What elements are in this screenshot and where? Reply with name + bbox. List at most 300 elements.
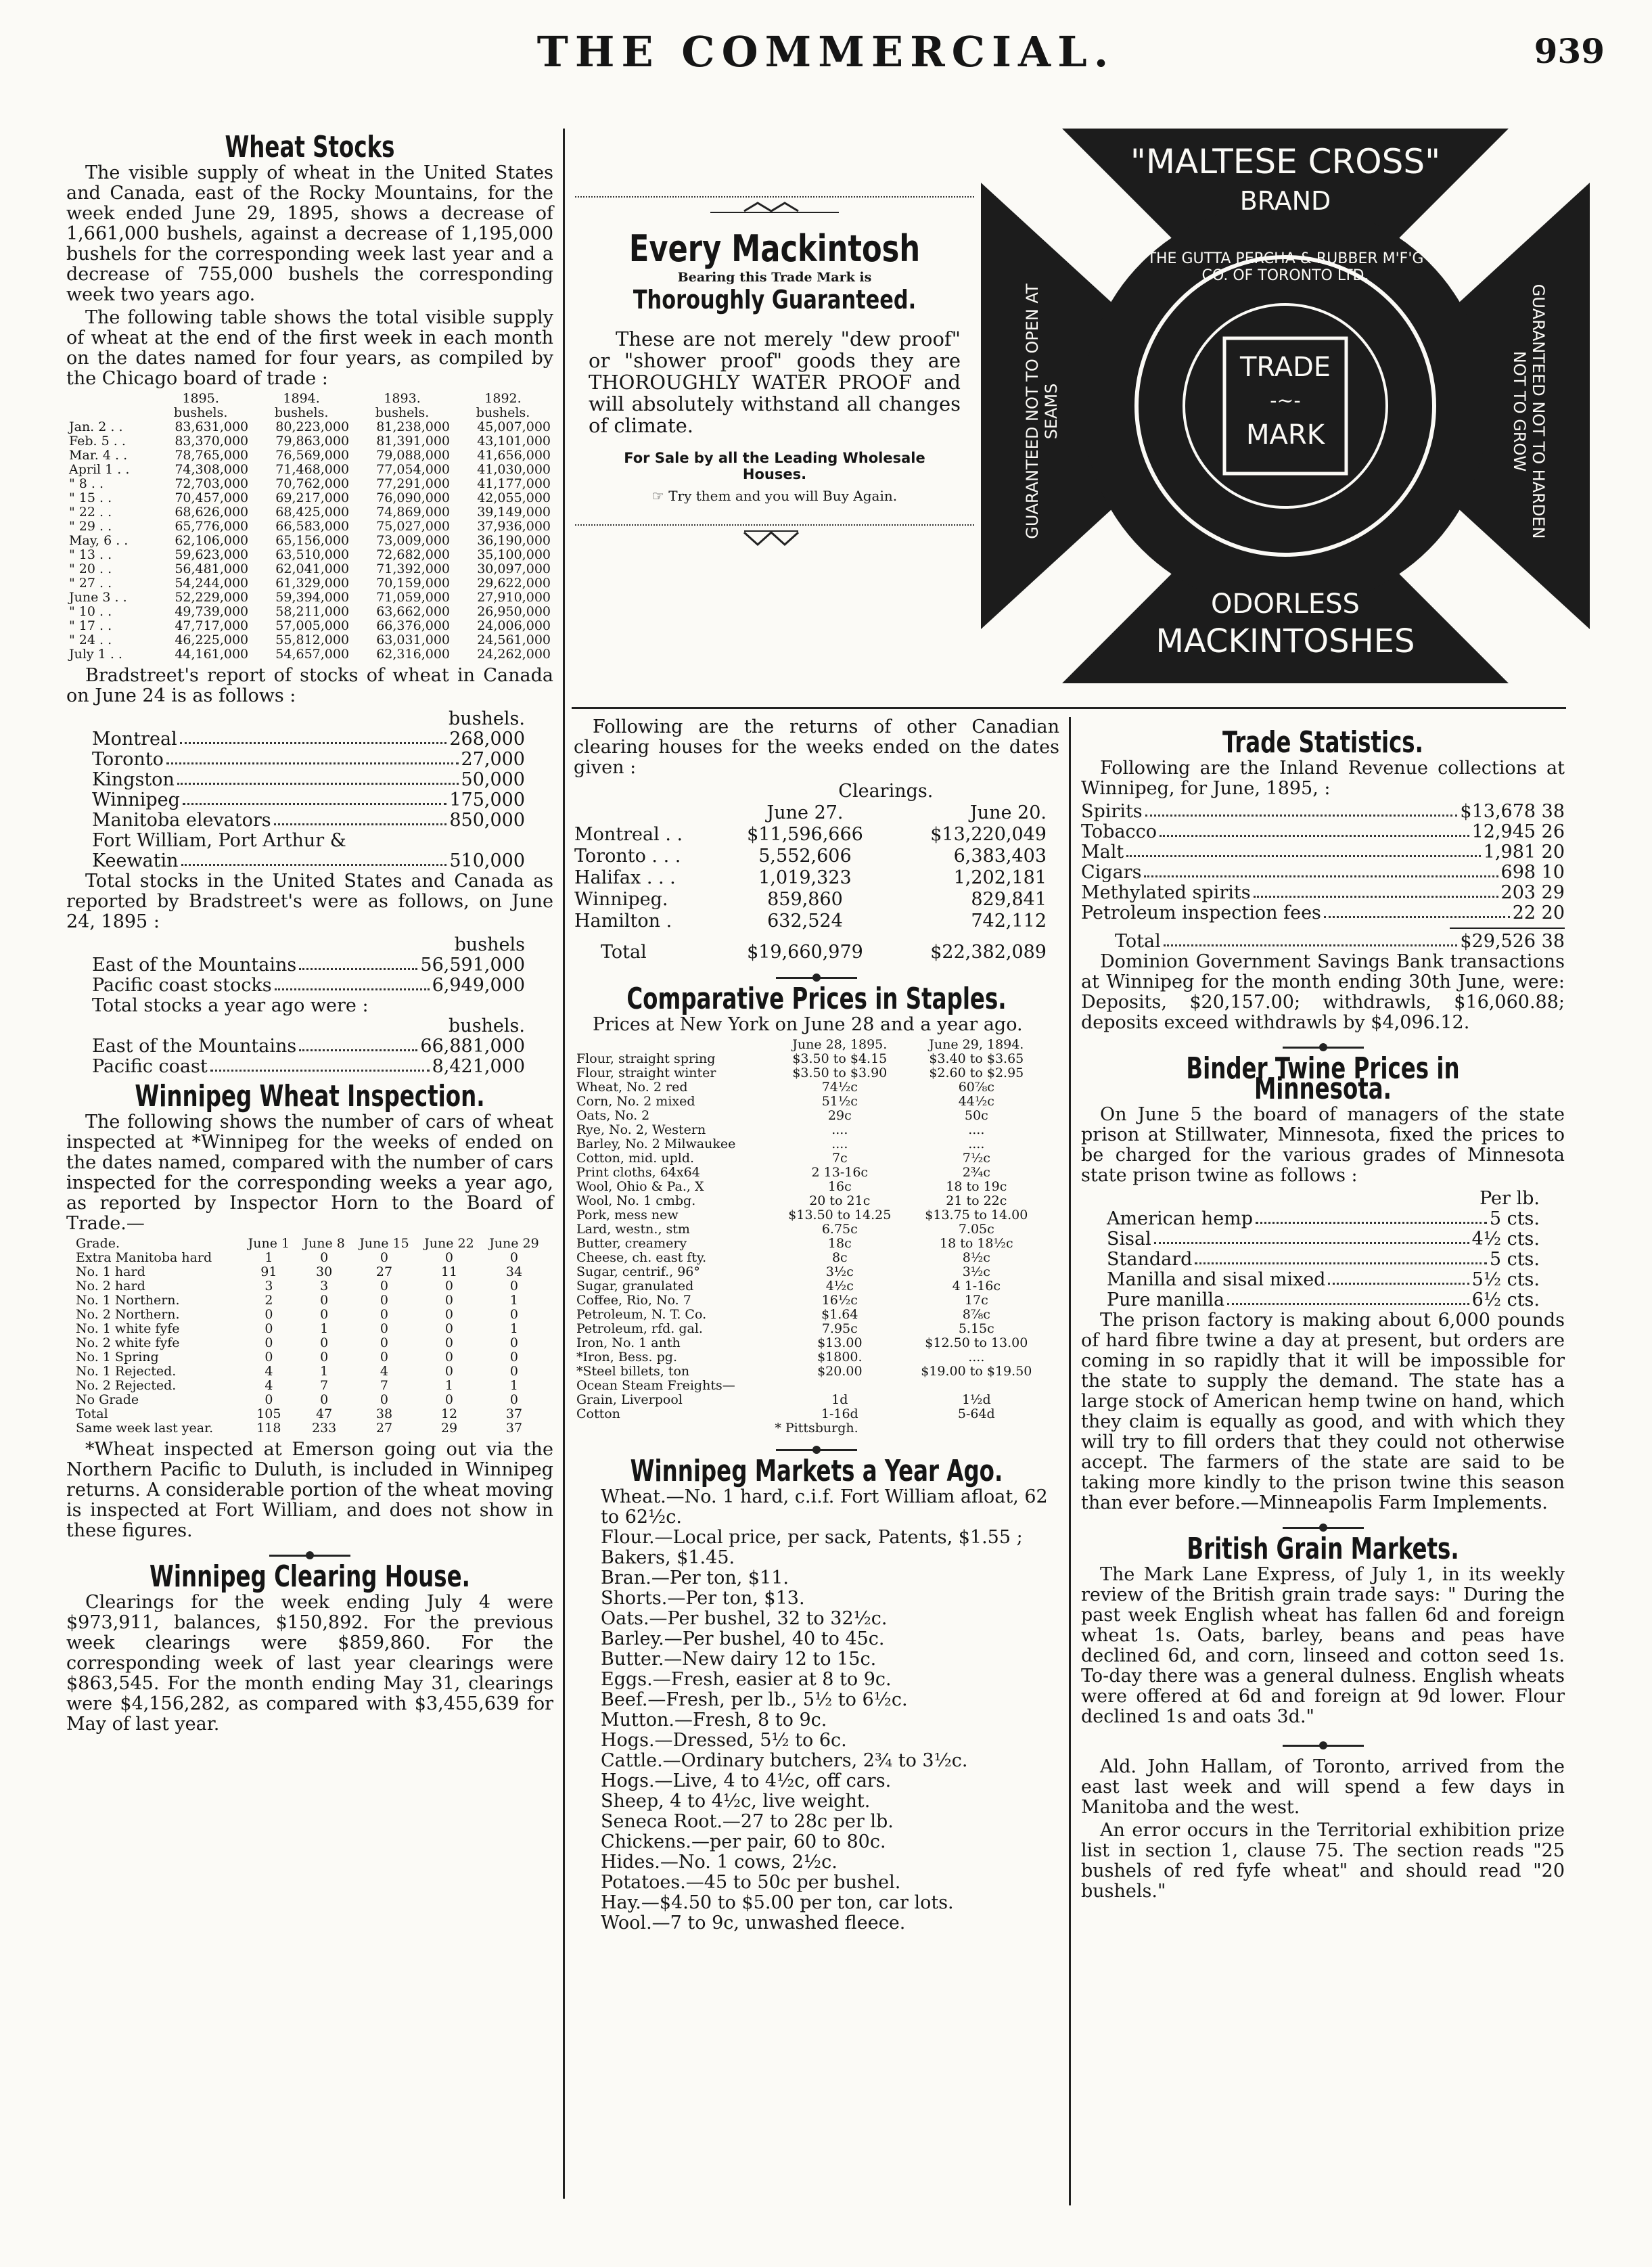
table-cell: Corn, No. 2 mixed xyxy=(576,1094,695,1109)
table-cell: Butter, creamery xyxy=(576,1236,687,1251)
table-cell: $13.50 to 14.25 xyxy=(788,1208,892,1222)
table-cell: April 1 . . xyxy=(69,462,130,477)
table-cell: 1d xyxy=(831,1392,848,1407)
list-item: Mutton.—Fresh, 8 to 9c. xyxy=(601,1710,827,1731)
item-value: 5 cts. xyxy=(1489,1208,1540,1229)
table-row xyxy=(574,1379,1047,1393)
table-row: Total $19,660,979 $22,382,089 xyxy=(601,942,1047,963)
list-item: Hides.—No. 1 cows, 2½c. xyxy=(601,1852,838,1873)
table-cell: " 22 . . xyxy=(69,505,112,520)
table-cell: 0 xyxy=(444,1350,453,1365)
table-cell: 71,468,000 xyxy=(275,462,350,477)
table-cell: 74,869,000 xyxy=(376,505,451,520)
table-cell: 0 xyxy=(380,1307,389,1322)
table-cell: 3 xyxy=(320,1279,329,1293)
table-cell: 79,088,000 xyxy=(376,448,451,463)
table-cell: 20 to 21c xyxy=(809,1193,871,1208)
table-row xyxy=(574,1180,1047,1194)
table-cell: $20.00 xyxy=(817,1364,863,1379)
table-cell: 35,100,000 xyxy=(477,547,551,562)
wheat-stocks-heading: Wheat Stocks xyxy=(225,130,395,164)
table-row xyxy=(574,1137,1047,1151)
column-header: Grade. xyxy=(76,1236,120,1251)
item-label: Winnipeg xyxy=(92,789,180,810)
table-cell: 18 to 19c xyxy=(946,1179,1007,1194)
table-cell: No. 1 white fyfe xyxy=(76,1321,180,1336)
item-label: Pacific coast xyxy=(92,1056,208,1077)
leader xyxy=(177,770,459,785)
table-cell: 21 to 22c xyxy=(946,1193,1007,1208)
leader xyxy=(1126,842,1481,857)
table-cell: 5-64d xyxy=(957,1406,995,1421)
table-cell: .... xyxy=(831,1137,848,1151)
divider xyxy=(269,1551,350,1560)
table-cell: 7c xyxy=(831,1151,848,1166)
table-row xyxy=(574,1109,1047,1123)
table-cell: 0 xyxy=(265,1350,273,1365)
table-cell: 0 xyxy=(380,1350,389,1365)
table-cell: $13,220,049 xyxy=(930,824,1047,845)
list-item xyxy=(1107,1250,1540,1270)
table-cell: Flour, straight spring xyxy=(576,1051,716,1066)
table-row xyxy=(574,1237,1047,1251)
item-value: 6,949,000 xyxy=(432,975,525,996)
table-cell: 72,703,000 xyxy=(175,476,249,491)
table-cell: 4 1-16c xyxy=(952,1279,1001,1293)
clearing-p1: Clearings for the week ending July 4 were $973,911, balances, $150,892. For the previous week clearings were $859,860. For the corresponding week of last year clearings were $863,545. For the month ending May 31, clearings were $4,156,282, as compared with $3,455,639 for May of last year. xyxy=(66,1592,553,1735)
table-cell: $3.40 to $3.65 xyxy=(929,1051,1024,1066)
item-label: Petroleum inspection fees xyxy=(1081,902,1321,923)
ad-try: ☞ Try them and you will Buy Again. xyxy=(651,488,898,504)
table-cell: $13.00 xyxy=(817,1335,863,1350)
list-item: Barley.—Per bushel, 40 to 45c. xyxy=(601,1628,885,1649)
table-row xyxy=(73,1407,547,1421)
table-cell: 0 xyxy=(320,1392,329,1407)
table-cell: 38 xyxy=(375,1406,393,1421)
table-cell: 61,329,000 xyxy=(275,576,350,591)
table-cell: 37 xyxy=(505,1406,523,1421)
table-cell: 45,007,000 xyxy=(477,419,551,434)
table-cell: 55,812,000 xyxy=(275,633,350,647)
item-value: $13,678 38 xyxy=(1460,801,1565,822)
list-item: Wool.—7 to 9c, unwashed fleece. xyxy=(601,1913,906,1933)
table-cell: Cotton xyxy=(576,1406,620,1421)
twine-p2: The prison factory is making about 6,000 pounds of hard fibre twine a day at present, but orders are coming in so rapidly that it will be impossible for the state to supply the demand. The state has a large stock of American hemp twine on hand, which they claim is equally as good, and with which they will try to fill orders that they could not otherwise accept. The farmers of the state are said to be taking more kindly to the prison twine this season than ever before.—Minneapolis Farm Implements. xyxy=(1081,1310,1565,1513)
staples-heading: Comparative Prices in Staples. xyxy=(626,982,1007,1016)
us-stocks-list: bushels East of the Mountains 56,591,000 Pacific coast stocks 6,949,000 Total stocks a year ago were : bushels. East of the Mountains 66,881,000 Pacific coast 8,421,000 xyxy=(92,934,525,1077)
leader xyxy=(1324,903,1510,918)
british-heading: British Grain Markets. xyxy=(1187,1532,1459,1566)
twine-list: Per lb. American hemp 5 cts. Sisal 4½ cts. Standard 5 cts. Manilla and sisal mixed 5½ cts. Pure manilla 6½ cts. xyxy=(1107,1188,1540,1310)
table-row xyxy=(574,1066,1047,1080)
list-item: Hay.—$4.50 to $5.00 per ton, car lots. xyxy=(601,1892,954,1913)
ad-bottom-rule xyxy=(572,707,1566,709)
leader xyxy=(274,810,447,825)
table-cell: 0 xyxy=(444,1307,453,1322)
table-row xyxy=(66,534,553,548)
table-cell: 7½c xyxy=(962,1151,990,1166)
table-row xyxy=(574,1251,1047,1265)
table-row xyxy=(73,1251,547,1265)
table-cell: 8½c xyxy=(962,1250,990,1265)
leader xyxy=(183,790,446,805)
inspection-p1: The following shows the number of cars of wheat inspected at *Winnipeg for the weeks of ended on the dates named, compared with the number of cars inspected for the corresponding weeks a year ago, as reported by Inspector Horn to the Board of Trade.— xyxy=(66,1112,553,1234)
column-header: June 1 xyxy=(248,1236,290,1251)
table-cell: 0 xyxy=(509,1350,519,1365)
leader xyxy=(299,1036,417,1051)
table-cell: Rye, No. 2, Western xyxy=(576,1122,706,1137)
divider xyxy=(776,973,857,982)
table-row xyxy=(66,477,553,491)
table-cell: *Steel billets, ton xyxy=(576,1364,690,1379)
table-row xyxy=(574,911,1047,932)
table-cell: Petroleum, N. T. Co. xyxy=(576,1307,707,1322)
inspection-table xyxy=(73,1237,547,1436)
inspection-heading: Winnipeg Wheat Inspection. xyxy=(135,1079,485,1114)
table-row xyxy=(574,1279,1047,1293)
table-cell: Sugar, centrif., 96° xyxy=(576,1264,700,1279)
list-item xyxy=(92,1057,525,1077)
ad-title: Every Mackintosh xyxy=(628,227,921,270)
table-cell: Cheese, ch. east fty. xyxy=(576,1250,707,1265)
list-item: Bran.—Per ton, $11. xyxy=(601,1567,789,1588)
table-cell: 56,481,000 xyxy=(175,562,249,576)
table-cell: Barley, No. 2 Milwaukee xyxy=(576,1137,736,1151)
table-cell: 91 xyxy=(260,1264,277,1279)
staples-note: * Pittsburgh. xyxy=(775,1421,858,1436)
list-item: Flour.—Local price, per sack, Patents, $1.55 ; Bakers, $1.45. xyxy=(601,1527,1023,1568)
table-cell: 233 xyxy=(311,1421,337,1436)
table-cell: 859,860 xyxy=(767,889,843,910)
table-cell: " 24 . . xyxy=(69,633,112,647)
table-cell: 0 xyxy=(444,1279,453,1293)
table-cell: 6,383,403 xyxy=(953,846,1047,867)
table-cell: 27,910,000 xyxy=(477,590,551,605)
table-cell: 1,202,181 xyxy=(953,867,1047,888)
table-cell: $11,596,666 xyxy=(747,824,863,845)
table-cell: 12 xyxy=(440,1406,458,1421)
table-cell: 0 xyxy=(380,1335,389,1350)
table-cell: 70,159,000 xyxy=(376,576,451,591)
table-cell: 7 xyxy=(320,1378,329,1393)
table-cell: 118 xyxy=(256,1421,281,1436)
table-cell: 83,370,000 xyxy=(175,434,249,449)
table-cell: 18 to 18½c xyxy=(940,1236,1013,1251)
unit-label: bushels. xyxy=(449,708,525,729)
column-header: June 15 xyxy=(359,1236,409,1251)
table-cell: 0 xyxy=(265,1335,273,1350)
table-cell: 75,027,000 xyxy=(376,519,451,534)
twine-p1: On June 5 the board of managers of the state prison at Stillwater, Minnesota, fixed the prices to be charged for the various grades of Minnesota state prison twine as follows : xyxy=(1081,1104,1565,1186)
table-cell: 0 xyxy=(380,1279,389,1293)
leader xyxy=(1328,1270,1469,1285)
table-row xyxy=(574,867,1047,889)
item-label: Sisal xyxy=(1107,1229,1151,1250)
trade-heading: Trade Statistics. xyxy=(1222,725,1423,760)
table-cell: 27 xyxy=(375,1264,393,1279)
table-cell: 4 xyxy=(265,1378,273,1393)
table-cell: 43,101,000 xyxy=(477,434,551,449)
item-value: 268,000 xyxy=(449,729,525,750)
maltese-cross-ad xyxy=(981,129,1590,683)
item-label: Manitoba elevators xyxy=(92,810,271,831)
leader xyxy=(1227,1290,1469,1305)
column-right xyxy=(1081,727,1565,1904)
table-row xyxy=(574,1322,1047,1336)
table-cell: " 10 . . xyxy=(69,604,112,619)
table-cell: Iron, No. 1 anth xyxy=(576,1335,681,1350)
wheat-stocks-p2: The following table shows the total visible supply of wheat at the end of the first week in each month on the dates named for four years, as compiled by the Chicago board of trade : xyxy=(66,307,553,389)
leader xyxy=(1160,822,1469,837)
table-cell: 81,391,000 xyxy=(376,434,451,449)
list-item: Total $29,526 38 xyxy=(1115,931,1565,952)
table-cell: 46,225,000 xyxy=(175,633,249,647)
item-label: Pure manilla xyxy=(1107,1289,1225,1310)
table-cell: $12.50 to 13.00 xyxy=(925,1335,1028,1350)
table-cell: Montreal . . xyxy=(574,824,683,845)
table-cell: 0 xyxy=(444,1321,453,1336)
list-item xyxy=(92,750,525,770)
table-cell: 68,626,000 xyxy=(175,505,249,520)
item-value: 50,000 xyxy=(461,769,525,790)
table-row xyxy=(574,1151,1047,1166)
ad-sale: For Sale by all the Leading Wholesale Houses. xyxy=(624,450,925,482)
table-cell: Same week last year. xyxy=(76,1421,214,1436)
item-value: 1,981 20 xyxy=(1483,842,1565,863)
item-value: 27,000 xyxy=(461,749,525,770)
table-cell: 24,006,000 xyxy=(477,618,551,633)
table-cell: 829,841 xyxy=(971,889,1047,910)
ornament-icon xyxy=(575,526,974,553)
table-row xyxy=(574,1194,1047,1208)
table-cell: 742,112 xyxy=(971,911,1047,932)
masthead-title: THE COMMERCIAL. xyxy=(536,27,1116,76)
item-label: Spirits xyxy=(1081,801,1143,822)
table-cell: 44½c xyxy=(958,1094,994,1109)
table-cell: 7 xyxy=(380,1378,389,1393)
table-row xyxy=(66,449,553,463)
list-item xyxy=(1107,1290,1540,1310)
table-cell: 4 xyxy=(380,1364,389,1379)
fort-william-line: Fort William, Port Arthur & xyxy=(92,830,346,851)
table-cell: 0 xyxy=(509,1279,519,1293)
leader xyxy=(210,1057,430,1072)
list-item: Potatoes.—45 to 50c per bushel. xyxy=(601,1872,901,1893)
table-cell: June 3 . . xyxy=(69,590,127,605)
table-cell: 1½d xyxy=(961,1392,991,1407)
table-cell: " 20 . . xyxy=(69,562,112,576)
table-cell: 63,510,000 xyxy=(275,547,350,562)
ad-sub2: Thoroughly Guaranteed. xyxy=(633,285,917,315)
table-cell: 30,097,000 xyxy=(477,562,551,576)
table-cell: 49,739,000 xyxy=(175,604,249,619)
table-cell: 2 xyxy=(265,1293,273,1308)
table-cell: No. 1 Rejected. xyxy=(76,1364,177,1379)
table-row xyxy=(574,1080,1047,1095)
right-arm-text: GUARANTEED NOT TO HARDEN NOT TO GROW xyxy=(1510,283,1548,539)
table-row xyxy=(66,647,553,662)
table-cell: 50c xyxy=(964,1108,988,1123)
table-cell: No. 1 hard xyxy=(76,1264,145,1279)
table-cell: No. 2 Northern. xyxy=(76,1307,180,1322)
table-cell: $1800. xyxy=(817,1350,863,1365)
table-cell: 68,425,000 xyxy=(275,505,350,520)
table-row xyxy=(574,1166,1047,1180)
table-cell: Oats, No. 2 xyxy=(576,1108,650,1123)
table-cell: 0 xyxy=(320,1350,329,1365)
table-cell: Cotton, mid. upld. xyxy=(576,1151,695,1166)
table-cell: Extra Manitoba hard xyxy=(76,1250,212,1265)
table-cell: 0 xyxy=(380,1321,389,1336)
mackintosh-ad xyxy=(575,142,974,677)
table-cell: 58,211,000 xyxy=(275,604,350,619)
list-item xyxy=(1081,822,1565,842)
table-cell: 24,262,000 xyxy=(477,647,551,662)
divider xyxy=(1283,1741,1364,1750)
table-cell: 0 xyxy=(320,1250,329,1265)
table-cell: 65,156,000 xyxy=(275,533,350,548)
trade-mark-1: TRADE xyxy=(1239,352,1331,383)
brand-line1: "MALTESE CROSS" xyxy=(1130,142,1441,181)
table-row xyxy=(574,1208,1047,1222)
table-row xyxy=(66,619,553,633)
table-cell: 34 xyxy=(505,1264,523,1279)
trade-mark-2: MARK xyxy=(1246,419,1325,451)
list-item xyxy=(1107,1270,1540,1290)
item-label: Pacific coast stocks xyxy=(92,975,272,996)
table-row xyxy=(73,1308,547,1322)
list-item: Eggs.—Fresh, easier at 8 to 9c. xyxy=(601,1669,892,1690)
table-cell: 7.95c xyxy=(821,1321,858,1336)
table-row xyxy=(66,434,553,449)
table-cell: 0 xyxy=(444,1392,453,1407)
notes-p2: An error occurs in the Territorial exhibition prize list in section 1, clause 75. The section reads "25 bushels of red fyfe wheat" and should read "20 bushels." xyxy=(1081,1820,1565,1902)
table-cell: May, 6 . . xyxy=(69,533,129,548)
item-value: 66,881,000 xyxy=(420,1036,525,1057)
list-item xyxy=(92,955,525,976)
table-cell: 0 xyxy=(444,1250,453,1265)
table-cell: 76,569,000 xyxy=(275,448,350,463)
item-value: 22 20 xyxy=(1512,902,1565,923)
table-cell: 18c xyxy=(827,1236,852,1251)
clearing-heading: Winnipeg Clearing House. xyxy=(150,1559,470,1594)
trade-mark-dash: -~- xyxy=(1270,389,1301,413)
item-value: 12,945 26 xyxy=(1471,821,1565,842)
table-row xyxy=(574,1095,1047,1109)
table-cell: 2¾c xyxy=(962,1165,990,1180)
leader xyxy=(180,729,447,744)
table-cell: 1 xyxy=(509,1293,519,1308)
year-ago-list xyxy=(574,1487,1059,1933)
table-row xyxy=(66,505,553,520)
table-cell: 41,656,000 xyxy=(477,448,551,463)
table-cell: Petroleum, rfd. gal. xyxy=(576,1321,703,1336)
table-cell: 4½c xyxy=(825,1279,854,1293)
table-cell: 5.15c xyxy=(958,1321,994,1336)
table-row xyxy=(73,1293,547,1308)
item-label: American hemp xyxy=(1107,1208,1254,1229)
list-item: Seneca Root.—27 to 28c per lb. xyxy=(601,1811,894,1832)
table-cell: 47 xyxy=(316,1406,333,1421)
leader xyxy=(1145,802,1458,817)
canadian-clearing-table: Clearings. June 27. June 20. Montreal . . $11,596,666 $13,220,049 Toronto . . . 5,552,606 6,383,403 Halifax . . . 1,019,323 1,202,181 Winnipeg. 859,860 829,841 Hamilton . 632,524 742,112 Total $19,660,979 $22,382,089 xyxy=(574,781,1047,963)
table-cell: 63,662,000 xyxy=(376,604,451,619)
list-item xyxy=(92,976,525,996)
table-cell: 0 xyxy=(380,1293,389,1308)
table-cell: 54,244,000 xyxy=(175,576,249,591)
table-cell: Pork, mess new xyxy=(576,1208,679,1222)
table-cell: 7.05c xyxy=(958,1222,994,1237)
brand-line4: MACKINTOSHES xyxy=(1155,622,1415,660)
table-row xyxy=(574,846,1047,867)
revenue-list xyxy=(1081,802,1565,923)
divider xyxy=(776,1445,857,1455)
table-cell: 42,055,000 xyxy=(477,490,551,505)
table-row xyxy=(574,1336,1047,1350)
table-cell: 80,223,000 xyxy=(275,419,350,434)
column-header: June 22 xyxy=(424,1236,474,1251)
leader xyxy=(1256,1209,1487,1224)
table-cell: 62,316,000 xyxy=(376,647,451,662)
left-arm-text: GUARANTEED NOT TO OPEN AT SEAMS xyxy=(1023,283,1061,539)
table-cell: Lard, westn., stm xyxy=(576,1222,690,1237)
leader xyxy=(1144,863,1498,877)
table-cell: $2.60 to $2.95 xyxy=(929,1066,1024,1080)
table-cell: .... xyxy=(968,1122,985,1137)
table-cell: .... xyxy=(968,1350,985,1365)
item-label: East of the Mountains xyxy=(92,1036,297,1057)
table-cell: 70,457,000 xyxy=(175,490,249,505)
table-cell: 24,561,000 xyxy=(477,633,551,647)
brand-line3: ODORLESS xyxy=(1211,589,1360,620)
list-item: Sheep, 4 to 4½c, live weight. xyxy=(601,1791,871,1812)
table-cell: 39,149,000 xyxy=(477,505,551,520)
brand-line2: BRAND xyxy=(1239,186,1331,216)
table-cell: No. 1 Northern. xyxy=(76,1293,180,1308)
table-cell: 632,524 xyxy=(767,911,843,932)
savings-bank-p: Dominion Government Savings Bank transactions at Winnipeg for the month ending 30th June, were: Deposits, $20,157.00; withdrawls, $16,060.88; deposits exceed withdrawls by $4,096.12. xyxy=(1081,951,1565,1033)
table-row xyxy=(73,1265,547,1279)
table-cell: 74,308,000 xyxy=(175,462,249,477)
table-cell: No. 2 Rejected. xyxy=(76,1378,177,1393)
table-cell: 69,217,000 xyxy=(275,490,350,505)
table-row xyxy=(73,1421,547,1436)
table-cell: 0 xyxy=(444,1364,453,1379)
table-cell: 51½c xyxy=(821,1094,858,1109)
leader xyxy=(166,750,459,764)
item-label: Cigars xyxy=(1081,862,1142,883)
year-ago-label: Total stocks a year ago were : xyxy=(92,995,369,1016)
table-cell: 0 xyxy=(509,1250,519,1265)
table-row xyxy=(73,1279,547,1293)
table-cell xyxy=(774,1379,906,1393)
canadian-clearing-intro: Following are the returns of other Canadian clearing houses for the weeks ended on the dates given : xyxy=(574,716,1059,778)
table-cell: July 1 . . xyxy=(69,647,122,662)
item-value: 698 10 xyxy=(1500,862,1565,883)
table-cell: 0 xyxy=(320,1307,329,1322)
leader xyxy=(1154,1229,1469,1244)
table-cell: Wool, No. 1 cmbg. xyxy=(576,1193,696,1208)
canada-stocks-list xyxy=(66,709,525,871)
table-row xyxy=(574,1350,1047,1365)
table-cell: 81,238,000 xyxy=(376,419,451,434)
table-cell: $3.50 to $3.90 xyxy=(792,1066,888,1080)
list-item xyxy=(1081,842,1565,863)
table-cell: 0 xyxy=(509,1392,519,1407)
item-label: Montreal xyxy=(92,729,177,750)
table-cell: 8⅞c xyxy=(962,1307,990,1322)
table-cell: 83,631,000 xyxy=(175,419,249,434)
